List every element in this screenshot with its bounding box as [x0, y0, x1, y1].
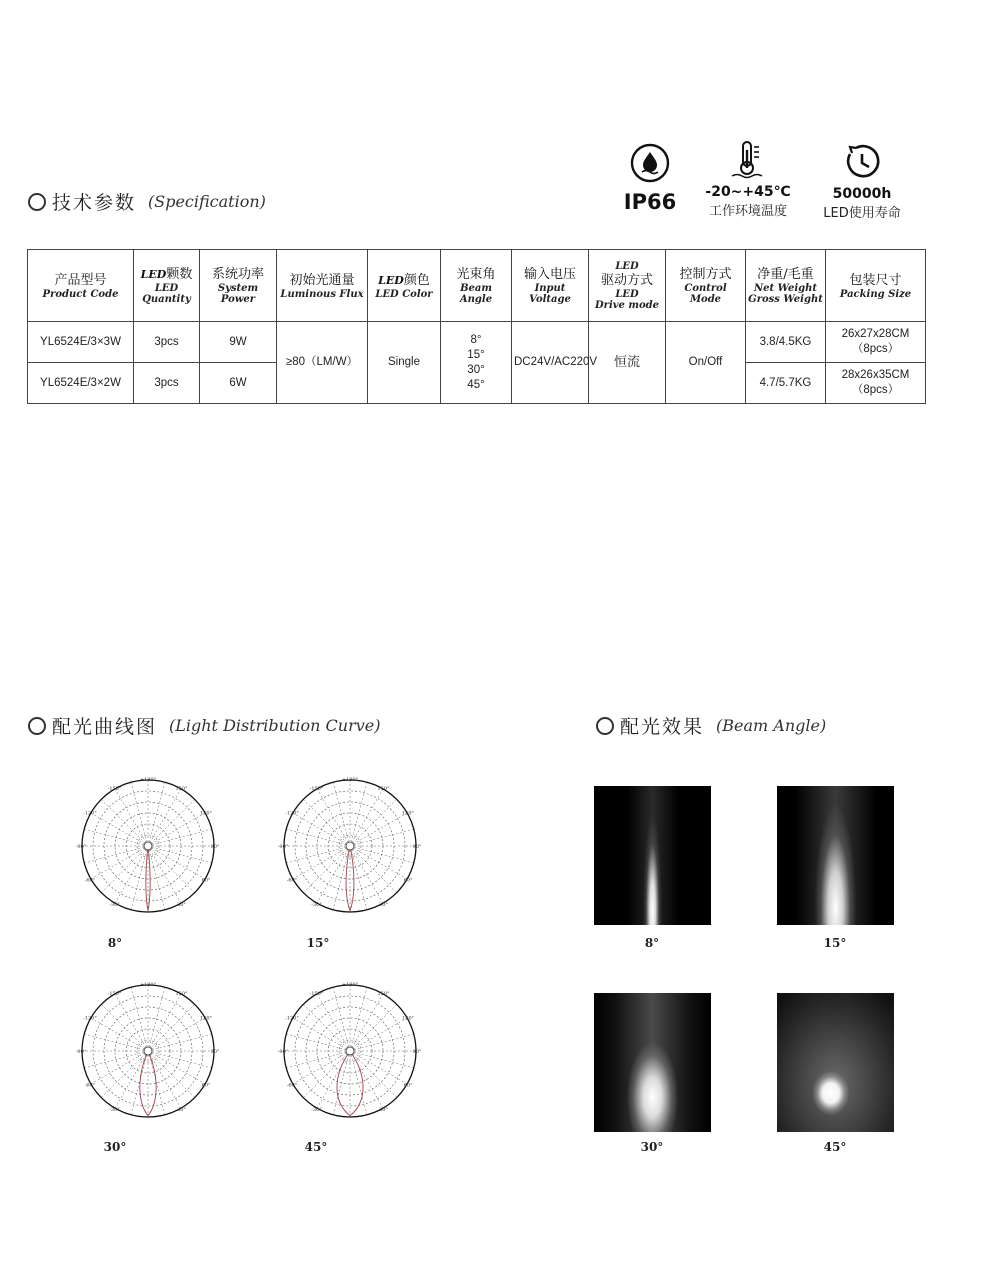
grid-spoke [148, 1018, 205, 1051]
spec-title-en: (Specification) [148, 192, 266, 211]
circle-bullet-icon [28, 193, 46, 211]
center-hub [346, 842, 354, 850]
grid-spoke [293, 813, 350, 846]
header-packing-size: 包装尺寸 Packing Size [826, 250, 926, 322]
cell-product-code: YL6524E/3×2W [28, 363, 134, 404]
center-hub [346, 1047, 354, 1055]
feature-ip66 [610, 142, 690, 214]
polar-chart-2 [277, 776, 422, 916]
grid-spoke [303, 846, 350, 893]
grid-spoke [101, 1004, 148, 1051]
clock-icon [842, 142, 882, 182]
temperature-label: 工作环境温度 [708, 204, 787, 219]
polar-caption: 30° [103, 1140, 127, 1154]
angle-label: 120° [402, 810, 415, 817]
header-weight: 净重/毛重 Net Weight Gross Weight [746, 250, 826, 322]
grid-spoke [148, 987, 165, 1051]
header-luminous-flux: 初始光通量 Luminous Flux [277, 250, 368, 322]
grid-spoke [350, 987, 367, 1051]
grid-spoke [148, 782, 165, 846]
grid-spoke [350, 1018, 407, 1051]
beam-caption: 8° [644, 936, 660, 950]
grid-spoke [131, 782, 148, 846]
beam-title-en: (Beam Angle) [716, 716, 827, 735]
center-hub [144, 1047, 152, 1055]
polar-caption: 15° [306, 936, 330, 950]
angle-label: 30° [379, 902, 388, 909]
angle-label: 150° [377, 785, 390, 792]
header-control-mode: 控制方式 Control Mode [666, 250, 746, 322]
header-drive-mode: LED 驱动方式 LED Drive mode [589, 250, 666, 322]
grid-spoke [84, 846, 148, 863]
angle-label: -60° [286, 1082, 298, 1089]
grid-spoke [350, 994, 383, 1051]
angle-label: 60° [201, 1082, 211, 1089]
specification-table [27, 249, 926, 404]
angle-label: ±180° [139, 982, 157, 988]
angle-label: -60° [286, 877, 298, 884]
cell-control-mode: On/Off [666, 322, 746, 404]
angle-label: ±180° [341, 777, 359, 783]
header-product-code: 产品型号 Product Code [28, 250, 134, 322]
grid-spoke [350, 1051, 397, 1098]
grid-spoke [350, 789, 383, 846]
spec-section-title [28, 188, 266, 215]
beam-photo-4 [777, 993, 894, 1132]
polar-caption: 45° [304, 1140, 328, 1154]
beam-title-cn: 配光效果 [620, 716, 705, 738]
angle-label: -30° [311, 902, 322, 909]
grid-spoke [131, 846, 148, 910]
grid-spoke [148, 846, 181, 903]
grid-spoke [101, 846, 148, 893]
curve-section-title [28, 712, 380, 739]
grid-spoke [350, 799, 397, 846]
feature-lifetime [817, 142, 907, 221]
grid-spoke [350, 813, 407, 846]
angle-label: -60° [84, 1082, 96, 1089]
grid-spoke [148, 1051, 205, 1084]
cell-product-code: YL6524E/3×3W [28, 322, 134, 363]
feature-temperature [700, 140, 796, 219]
grid-spoke [131, 987, 148, 1051]
grid-spoke [303, 799, 350, 846]
curve-title-en: (Light Distribution Curve) [169, 716, 381, 735]
circle-bullet-icon [28, 717, 46, 735]
angle-label: 150° [175, 990, 188, 997]
angle-label: -30° [109, 1107, 120, 1114]
angle-label: -30° [109, 902, 120, 909]
header-led-color: LED颜色 LED Color [368, 250, 441, 322]
lifetime-value: 50000h [832, 186, 892, 202]
angle-label: ±180° [341, 982, 359, 988]
cell-led-quantity: 3pcs [134, 363, 200, 404]
angle-label: 90° [412, 844, 422, 850]
grid-spoke [317, 846, 350, 903]
grid-spoke [286, 1051, 350, 1068]
beam-caption: 45° [823, 1140, 847, 1154]
polar-chart-3 [75, 981, 220, 1121]
angle-label: 120° [200, 1015, 213, 1022]
beam-photo-3 [594, 993, 711, 1132]
angle-label: -120° [83, 1015, 97, 1022]
angle-label: 90° [210, 844, 220, 850]
grid-spoke [148, 813, 205, 846]
grid-spoke [84, 1051, 148, 1068]
angle-label: -30° [311, 1107, 322, 1114]
angle-label: 150° [377, 990, 390, 997]
beam-caption: 15° [823, 936, 847, 950]
curve-title-cn: 配光曲线图 [52, 716, 158, 738]
cell-system-power: 9W [200, 322, 277, 363]
angle-label: -90° [75, 1049, 87, 1055]
angle-label: 120° [402, 1015, 415, 1022]
angle-label: 60° [403, 1082, 413, 1089]
angle-label: 30° [379, 1107, 388, 1114]
cell-luminous-flux: ≥80（LM/W） [277, 322, 368, 404]
grid-spoke [350, 846, 397, 893]
beam-section-title [596, 712, 826, 739]
header-input-voltage: 输入电压 Input Voltage [512, 250, 589, 322]
angle-label: -90° [277, 844, 289, 850]
angle-label: 30° [177, 1107, 186, 1114]
cell-input-voltage: DC24V/AC220V [512, 322, 589, 404]
header-beam-angle: 光束角 Beam Angle [441, 250, 512, 322]
header-led-quantity: LED颗数 LED Quantity [134, 250, 200, 322]
grid-spoke [148, 799, 195, 846]
grid-spoke [293, 846, 350, 879]
cell-packing-size: 26x27x28CM （8pcs） [826, 322, 926, 363]
spec-title-cn: 技术参数 [52, 192, 137, 214]
grid-spoke [350, 782, 367, 846]
cell-led-color: Single [368, 322, 441, 404]
grid-spoke [91, 1051, 148, 1084]
grid-spoke [286, 846, 350, 863]
header-system-power: 系统功率 System Power [200, 250, 277, 322]
angle-label: -90° [277, 1049, 289, 1055]
angle-label: -150° [107, 990, 122, 997]
angle-label: 60° [201, 877, 211, 884]
grid-spoke [333, 987, 350, 1051]
grid-spoke [148, 789, 181, 846]
grid-spoke [91, 813, 148, 846]
grid-spoke [303, 1051, 350, 1098]
ip-rating-value: IP66 [623, 190, 677, 214]
center-hub [144, 842, 152, 850]
polar-chart-4 [277, 981, 422, 1121]
angle-label: -60° [84, 877, 96, 884]
circle-bullet-icon [596, 717, 614, 735]
cell-weight: 4.7/5.7KG [746, 363, 826, 404]
table-header-row [28, 250, 926, 322]
grid-spoke [131, 1051, 148, 1115]
grid-spoke [333, 782, 350, 846]
cell-packing-size: 28x26x35CM （8pcs） [826, 363, 926, 404]
angle-label: 60° [403, 877, 413, 884]
grid-spoke [317, 994, 350, 1051]
grid-spoke [317, 789, 350, 846]
grid-spoke [148, 994, 181, 1051]
beam-caption: 30° [640, 1140, 664, 1154]
grid-spoke [148, 846, 195, 893]
grid-spoke [350, 1051, 407, 1084]
grid-spoke [350, 846, 407, 879]
angle-label: -90° [75, 844, 87, 850]
angle-label: -150° [309, 990, 324, 997]
angle-label: -150° [107, 785, 122, 792]
cell-system-power: 6W [200, 363, 277, 404]
cell-weight: 3.8/4.5KG [746, 322, 826, 363]
grid-spoke [115, 789, 148, 846]
grid-spoke [148, 846, 205, 879]
grid-spoke [303, 1004, 350, 1051]
polar-caption: 8° [107, 936, 123, 950]
beam-photo-2 [777, 786, 894, 925]
angle-label: 120° [200, 810, 213, 817]
angle-label: -150° [309, 785, 324, 792]
grid-spoke [148, 1051, 181, 1108]
grid-spoke [148, 1004, 195, 1051]
cell-drive-mode: 恒流 [589, 322, 666, 404]
cell-beam-angle: 8° 15° 30° 45° [441, 322, 512, 404]
angle-label: 150° [175, 785, 188, 792]
grid-spoke [91, 1018, 148, 1051]
grid-spoke [115, 994, 148, 1051]
angle-label: -120° [285, 1015, 299, 1022]
angle-label: 30° [177, 902, 186, 909]
beam-photo-1 [594, 786, 711, 925]
polar-chart-1 [75, 776, 220, 916]
angle-label: -120° [285, 810, 299, 817]
grid-spoke [115, 1051, 148, 1108]
angle-label: ±180° [139, 777, 157, 783]
grid-spoke [91, 846, 148, 879]
grid-spoke [350, 1004, 397, 1051]
grid-spoke [293, 1018, 350, 1051]
grid-spoke [115, 846, 148, 903]
angle-label: -120° [83, 810, 97, 817]
grid-spoke [101, 799, 148, 846]
grid-spoke [293, 1051, 350, 1084]
angle-label: 90° [412, 1049, 422, 1055]
thermometer-icon [726, 140, 770, 180]
angle-label: 90° [210, 1049, 220, 1055]
temperature-range-value: -20~+45℃ [705, 184, 791, 200]
waterproof-drop-icon [629, 142, 671, 184]
lifetime-label: LED使用寿命 [823, 206, 901, 221]
cell-led-quantity: 3pcs [134, 322, 200, 363]
grid-spoke [350, 846, 383, 903]
table-row [28, 322, 926, 363]
